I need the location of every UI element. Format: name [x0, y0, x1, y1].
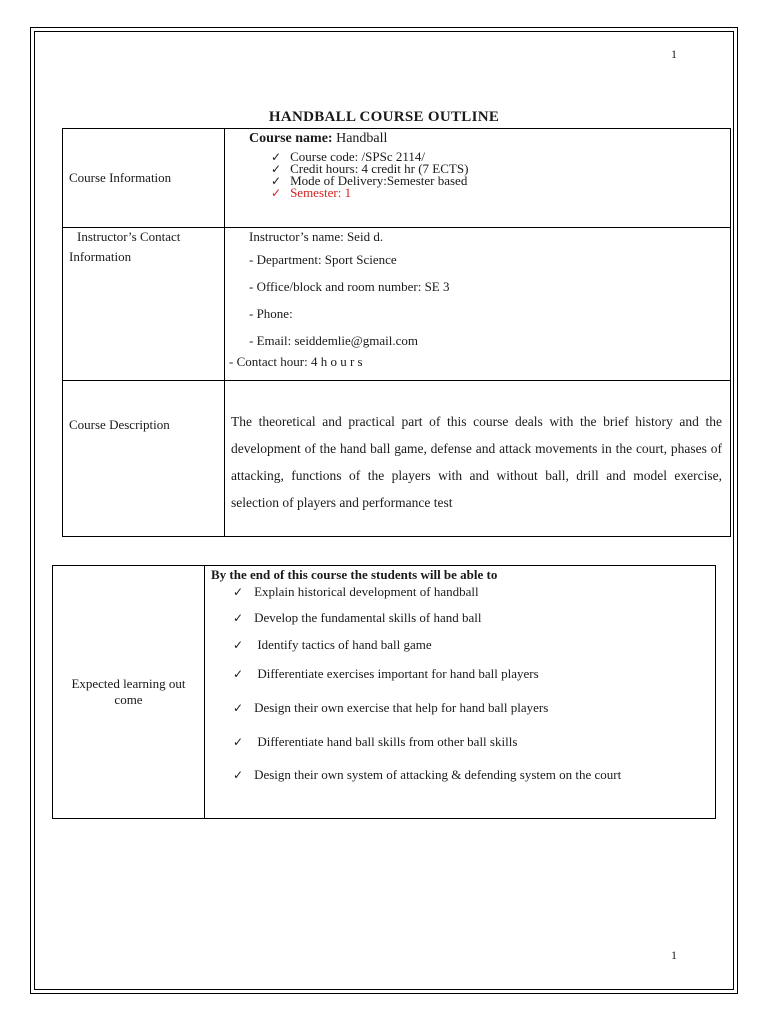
description-text: The theoretical and practical part of this course deals with the brief history and the development of the hand ball game, defense and attack movements in the court, phases of attacking, functions of the players with and without ball, drill and model exercise, selection of players and performance test [225, 381, 731, 537]
course-info-table [62, 128, 731, 537]
course-info-label: Course Information [63, 129, 225, 228]
document-title: HANDBALL COURSE OUTLINE [268, 109, 500, 125]
learning-outcome-table [52, 565, 716, 819]
learning-outcome-item: ✓ Develop the fundamental skills of hand ball [211, 610, 715, 626]
learning-outcome-item: ✓ Design their own exercise that help for hand ball players [211, 700, 715, 716]
instructor-label-line1: Instructor’s Contact [77, 229, 181, 244]
learning-outcome-item: ✓ Identify tactics of hand ball game [211, 637, 715, 653]
learning-outcome-item: ✓ Differentiate exercises important for hand ball players [211, 666, 715, 682]
instructor-label [63, 228, 225, 381]
instructor-name: Instructor’s name: Seid d. [249, 229, 384, 244]
page-number-bottom: 1 [671, 948, 677, 962]
credit-hours: ✓ Credit hours: 4 credit hr (7 ECTS) [249, 163, 730, 175]
instructor-phone: - Phone: [249, 306, 293, 321]
learning-outcome-intro: By the end of this course the students will be able to [211, 567, 498, 582]
page-number-top: 1 [671, 47, 677, 61]
semester: ✓ Semester: 1 [249, 187, 730, 199]
learning-outcome-item: ✓ Explain historical development of handball [211, 584, 715, 600]
course-name-value: Handball [332, 131, 388, 146]
instructor-department: - Department: Sport Science [249, 252, 397, 267]
instructor-email[interactable]: - Email: seiddemlie@gmail.com [249, 333, 419, 348]
instructor-office: - Office/block and room number: SE 3 [249, 279, 450, 294]
mode-of-delivery: ✓ Mode of Delivery:Semester based [249, 175, 730, 187]
description-row [63, 381, 731, 537]
learning-outcome-label: Expected learning out come [53, 566, 205, 819]
course-code: ✓ Course code: /SPSc 2114/ [249, 151, 730, 163]
learning-outcome-row [53, 566, 716, 819]
course-name-label: Course name: [249, 131, 333, 146]
learning-outcome-item: ✓ Differentiate hand ball skills from other ball skills [211, 734, 715, 750]
course-info-row [63, 129, 731, 228]
learning-outcome-item: ✓ Design their own system of attacking & defending system on the court [211, 767, 715, 783]
learning-outcome-content [205, 566, 716, 819]
instructor-contact-hour: - Contact hour: 4 h o u r s [229, 354, 363, 369]
instructor-row [63, 228, 731, 381]
description-label: Course Description [63, 381, 225, 537]
course-name-line [249, 131, 730, 147]
instructor-label-line2: Information [69, 249, 132, 264]
instructor-details [225, 228, 731, 381]
